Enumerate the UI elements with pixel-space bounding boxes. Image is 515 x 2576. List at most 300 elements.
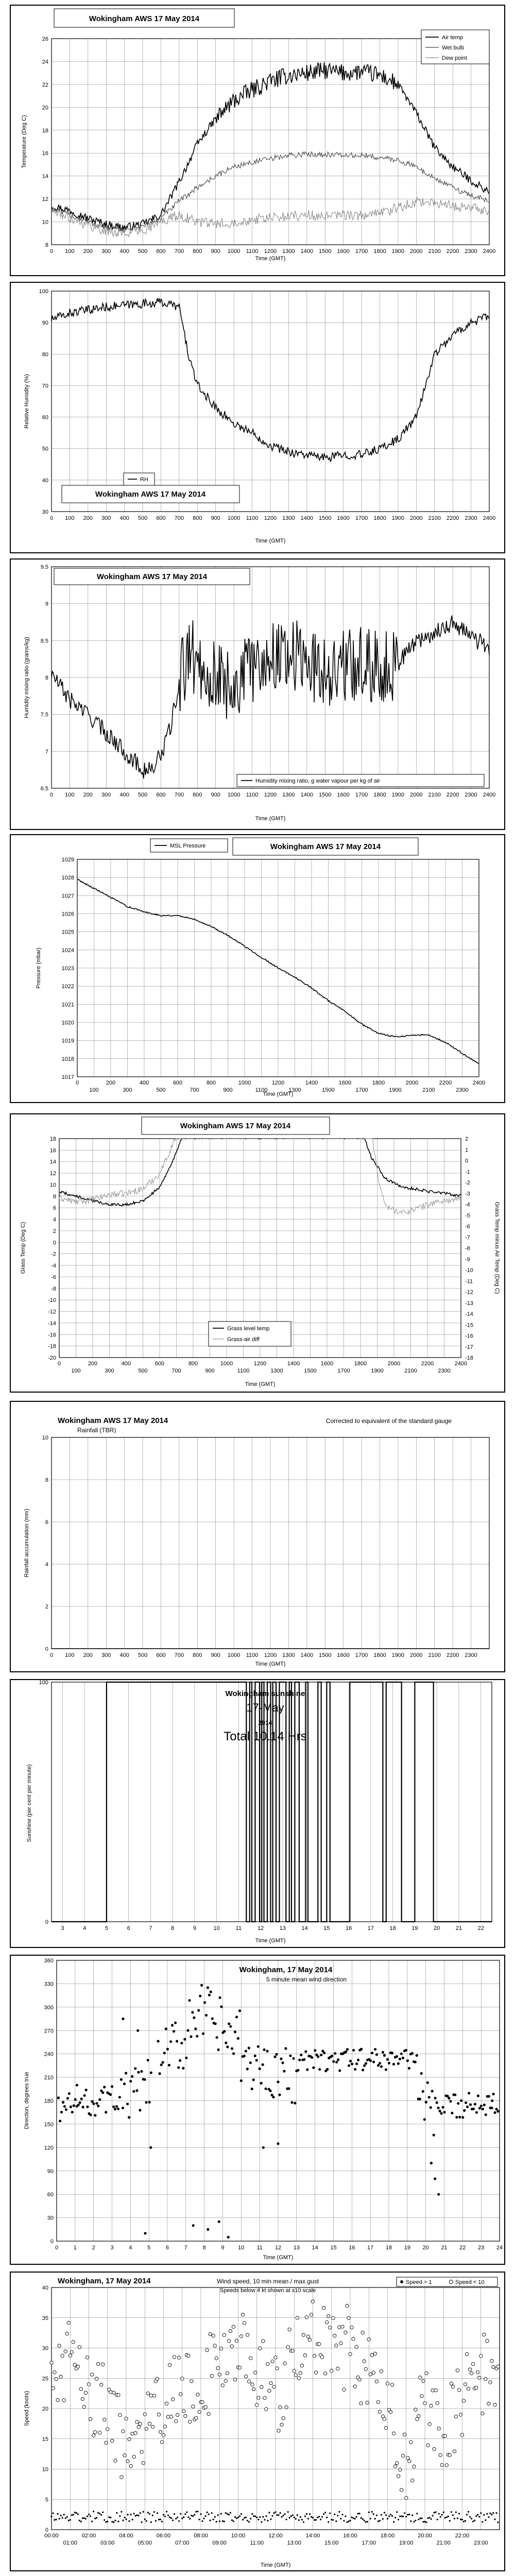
wind-speed-mean-point bbox=[177, 2517, 178, 2518]
wind-speed-gust-point bbox=[329, 2326, 332, 2329]
wind-speed-mean-point bbox=[382, 2518, 384, 2520]
x-tick-label: 1400 bbox=[300, 515, 314, 521]
x-tick-label: 18 bbox=[389, 1925, 396, 1931]
wind-speed-mean-point bbox=[62, 2517, 63, 2519]
wind-speed-gust-point bbox=[436, 2401, 439, 2404]
x-tick-label: 8 bbox=[171, 1925, 175, 1931]
wind-direction-point bbox=[326, 2068, 329, 2071]
wind-speed-mean-point bbox=[315, 2519, 317, 2521]
wind-speed-gust-point bbox=[445, 2464, 448, 2467]
wind-speed-gust-point bbox=[246, 2333, 249, 2336]
wind-direction-point bbox=[89, 2113, 92, 2116]
wind-speed-gust-point bbox=[101, 2363, 105, 2366]
x-tick-label: 300 bbox=[105, 1368, 114, 1374]
wind-speed-mean-point bbox=[495, 2512, 497, 2514]
y-tick-label: 0 bbox=[45, 1646, 48, 1652]
wind-speed-mean-point bbox=[281, 2516, 283, 2518]
wind-speed-mean-point bbox=[431, 2518, 432, 2520]
wind-direction-point bbox=[237, 2037, 239, 2040]
wind-direction-point bbox=[455, 2116, 458, 2119]
wind-speed-gust-point bbox=[232, 2325, 235, 2328]
wind-speed-mean-point bbox=[356, 2516, 357, 2518]
x-tick-label: 200 bbox=[83, 248, 93, 255]
wind-direction-point bbox=[218, 1996, 221, 1999]
x-tick-label: 20 bbox=[434, 1925, 440, 1931]
wind-direction-point bbox=[443, 2111, 445, 2113]
wind-speed-mean-point bbox=[83, 2517, 85, 2519]
wind-direction-point bbox=[157, 2040, 160, 2042]
wind-speed-chart bbox=[10, 2272, 505, 2571]
wind-speed-gust-point bbox=[143, 2413, 146, 2416]
wind-speed-mean-point bbox=[468, 2511, 469, 2513]
wind-direction-point bbox=[105, 2111, 107, 2113]
wind-speed-gust-point bbox=[363, 2360, 366, 2363]
wind-speed-gust-point bbox=[239, 2335, 243, 2338]
wind-speed-mean-point bbox=[475, 2515, 477, 2517]
wind-direction-point bbox=[82, 2106, 84, 2108]
wind-speed-gust-point bbox=[126, 2460, 129, 2463]
wind-direction-point bbox=[431, 2090, 434, 2092]
y-tick-label: 10 bbox=[42, 2466, 48, 2473]
wind-direction-point bbox=[112, 2106, 115, 2108]
wind-direction-point bbox=[468, 2092, 470, 2094]
wind-speed-gust-point bbox=[148, 2422, 151, 2425]
wind-direction-point bbox=[352, 2049, 355, 2052]
wind-direction-point bbox=[400, 2053, 403, 2055]
wind-direction-point bbox=[205, 2014, 208, 2016]
wind-direction-point bbox=[275, 2053, 278, 2056]
wind-direction-point bbox=[193, 2016, 195, 2019]
wind-speed-mean-point bbox=[227, 2513, 228, 2515]
x-tick-label: 700 bbox=[174, 248, 184, 255]
x-tick-label: 200 bbox=[106, 1080, 116, 1086]
sunshine-xlabel: Time (GMT) bbox=[255, 1938, 286, 1944]
wind-speed-mean-point bbox=[268, 2512, 270, 2513]
wind-direction-point bbox=[226, 2045, 229, 2048]
wind-speed-gust-point bbox=[467, 2387, 470, 2390]
wind-direction-point bbox=[185, 2057, 187, 2059]
wind-speed-gust-point bbox=[288, 2328, 291, 2331]
wind-speed-gust-point bbox=[165, 2402, 168, 2405]
wind-speed-mean-point bbox=[254, 2516, 256, 2517]
wind-direction-point bbox=[265, 2088, 267, 2090]
y-tick-label: 0 bbox=[45, 1919, 48, 1925]
x-tick-label: 19 bbox=[411, 1925, 418, 1931]
wind-speed-gust-point bbox=[168, 2364, 171, 2367]
wind-speed-mean-point bbox=[192, 2515, 194, 2517]
wind-speed-mean-point bbox=[136, 2514, 138, 2516]
wind-speed-gust-point bbox=[296, 2316, 299, 2319]
x-tick-label: 5 bbox=[147, 2245, 151, 2251]
wind-speed-mean-point bbox=[128, 2520, 130, 2522]
wind-direction-point bbox=[243, 2055, 246, 2057]
wind-speed-mean-point bbox=[97, 2512, 99, 2514]
x-tick-label: 1700 bbox=[355, 1087, 368, 1093]
wind-direction-point bbox=[246, 2067, 249, 2070]
x-tick-label: 1200 bbox=[264, 515, 277, 521]
x-tick-label: 10:00 bbox=[231, 2533, 246, 2539]
wind-speed-mean-point bbox=[290, 2515, 292, 2517]
wind-speed-gust-point bbox=[409, 2441, 413, 2444]
wind-speed-gust-point bbox=[85, 2356, 89, 2359]
wind-speed-gust-point bbox=[403, 2433, 406, 2436]
wind-direction-point bbox=[392, 2063, 395, 2065]
y-tick-label: -18 bbox=[48, 1343, 56, 1350]
wind-direction-point bbox=[259, 2067, 261, 2070]
x-tick-label: 20:00 bbox=[418, 2533, 432, 2539]
wind-speed-gust-point bbox=[122, 2430, 125, 2433]
wind-speed-gust-point bbox=[317, 2343, 320, 2346]
wind-direction-point bbox=[399, 2058, 401, 2060]
wind-speed-gust-point bbox=[221, 2384, 224, 2387]
x-tick-label: 0 bbox=[55, 2245, 59, 2251]
wind-speed-gust-point bbox=[476, 2370, 479, 2374]
wind-speed-mean-point bbox=[332, 2519, 334, 2521]
wind-direction-point bbox=[317, 2055, 319, 2058]
y-tick-label: -16 bbox=[48, 1332, 56, 1338]
wind-speed-gust-point bbox=[235, 2339, 238, 2342]
wind-direction-point bbox=[240, 2079, 243, 2082]
wind-direction-point bbox=[76, 2084, 78, 2087]
x-tick-label: 1900 bbox=[391, 792, 405, 798]
wind-speed-gust-point bbox=[56, 2398, 59, 2401]
wind-speed-mean-point bbox=[60, 2515, 62, 2516]
wind-speed-mean-point bbox=[312, 2517, 314, 2518]
wind-speed-gust-point bbox=[324, 2372, 327, 2375]
wind-speed-mean-point bbox=[233, 2520, 234, 2522]
wind-speed-gust-point bbox=[204, 2405, 207, 2409]
wind-speed-mean-point bbox=[197, 2511, 198, 2512]
wind-speed-mean-point bbox=[200, 2513, 201, 2515]
wind-speed-mean-point bbox=[56, 2519, 57, 2520]
wind-direction-point bbox=[420, 2072, 423, 2075]
wind-speed-gust-point bbox=[405, 2496, 408, 2499]
wind-speed-gust-point bbox=[375, 2380, 378, 2383]
mixing-ratio-xlabel: Time (GMT) bbox=[255, 816, 286, 822]
wind-speed-gust-point bbox=[169, 2415, 173, 2418]
x-tick-label: 1700 bbox=[355, 248, 368, 255]
y-tick-label: -2 bbox=[51, 1251, 56, 1258]
x-tick-label: 14:00 bbox=[305, 2533, 320, 2539]
wind-speed-mean-point bbox=[241, 2513, 242, 2515]
wind-speed-mean-point bbox=[116, 2512, 117, 2514]
wind-speed-gust-point bbox=[198, 2410, 201, 2413]
wind-speed-gust-point bbox=[184, 2414, 187, 2417]
wind-speed-mean-point bbox=[121, 2511, 122, 2513]
legend-speed-dot bbox=[400, 2280, 403, 2283]
legend-mixing-ratio: Humidity mixing ratio, g water vapour per kg of air bbox=[255, 778, 381, 784]
wind-direction-point bbox=[494, 2111, 496, 2114]
wind-speed-mean-point bbox=[461, 2519, 463, 2520]
wind-speed-mean-point bbox=[298, 2519, 300, 2521]
wind-speed-mean-point bbox=[90, 2515, 91, 2517]
wind-speed-mean-point bbox=[489, 2513, 491, 2514]
wind-speed-gust-point bbox=[308, 2338, 311, 2341]
wind-speed-gust-point bbox=[78, 2346, 81, 2349]
wind-speed-gust-point bbox=[52, 2387, 55, 2390]
wind-direction-point bbox=[149, 2146, 152, 2149]
y-tick-label: 80 bbox=[42, 351, 48, 358]
wind-speed-mean-point bbox=[419, 2517, 421, 2519]
wind-speed-gust-point bbox=[434, 2388, 437, 2392]
wind-speed-gust-point bbox=[125, 2417, 128, 2420]
wind-speed-mean-point bbox=[220, 2513, 222, 2515]
wind-direction-point bbox=[60, 2111, 63, 2113]
wind-direction-point bbox=[363, 2064, 366, 2067]
wind-speed-mean-point bbox=[341, 2514, 343, 2515]
x-tick-label: 800 bbox=[206, 1080, 216, 1086]
wind-speed-mean-point bbox=[201, 2520, 203, 2522]
mixing-ratio-title: Wokingham AWS 17 May 2014 bbox=[96, 572, 208, 581]
wind-speed-mean-point bbox=[443, 2512, 444, 2513]
wind-speed-mean-point bbox=[370, 2518, 371, 2519]
wind-direction-point bbox=[98, 2098, 101, 2101]
wind-speed-mean-point bbox=[360, 2517, 362, 2519]
wind-speed-gust-point bbox=[325, 2320, 329, 2324]
wind-speed-mean-point bbox=[219, 2520, 220, 2522]
x-tick-label: 2100 bbox=[404, 1368, 417, 1374]
x-tick-label: 1000 bbox=[220, 1361, 233, 1367]
y-right-tick-label: -8 bbox=[465, 1245, 470, 1252]
wind-direction-point bbox=[196, 2035, 198, 2038]
wind-speed-mean-point bbox=[424, 2521, 425, 2522]
wind-direction-point bbox=[235, 2015, 238, 2018]
sunshine-total: Total 10.14 Hrs bbox=[224, 1730, 307, 1743]
wind-speed-mean-point bbox=[492, 2512, 494, 2514]
x-tick-label: 1100 bbox=[255, 1087, 268, 1093]
wind-speed-mean-point bbox=[100, 2514, 102, 2516]
y-right-tick-label: -5 bbox=[465, 1212, 470, 1219]
wind-direction-point bbox=[383, 2054, 386, 2057]
wind-speed-gust-point bbox=[76, 2365, 79, 2368]
wind-speed-mean-point bbox=[180, 2513, 181, 2515]
y-tick-label: 120 bbox=[44, 2145, 54, 2151]
x-tick-label: 2400 bbox=[483, 792, 496, 798]
x-tick-label: 800 bbox=[188, 1361, 198, 1367]
wind-speed-mean-point bbox=[405, 2516, 407, 2517]
wind-speed-gust-point bbox=[300, 2364, 303, 2367]
wind-speed-gust-point bbox=[192, 2405, 195, 2408]
x-tick-label: 300 bbox=[101, 515, 111, 521]
wind-speed-gust-point bbox=[355, 2345, 358, 2348]
wind-speed-mean-point bbox=[102, 2512, 104, 2513]
x-tick-label: 100 bbox=[71, 1368, 81, 1374]
wind-direction-point bbox=[150, 2072, 152, 2074]
wind-direction-point bbox=[351, 2063, 353, 2065]
wind-direction-point bbox=[92, 2103, 95, 2105]
x-tick-label: 1000 bbox=[227, 1652, 241, 1658]
wind-speed-gust-point bbox=[400, 2488, 403, 2492]
wind-direction-point bbox=[111, 2085, 113, 2088]
wind-direction-point bbox=[260, 2082, 263, 2084]
wind-speed-mean-point bbox=[135, 2515, 136, 2517]
wind-direction-point bbox=[272, 2096, 274, 2098]
wind-direction-point bbox=[303, 2058, 305, 2061]
wind-speed-mean-point bbox=[371, 2511, 373, 2513]
x-tick-label: 22 bbox=[477, 1925, 484, 1931]
x-tick-label: 17:00 bbox=[362, 2540, 376, 2546]
wind-direction-point bbox=[168, 2064, 170, 2066]
wind-direction-point bbox=[234, 2030, 236, 2033]
y-tick-label: 1023 bbox=[61, 965, 74, 972]
wind-direction-point bbox=[419, 2098, 421, 2100]
wind-speed-gust-point bbox=[313, 2354, 316, 2358]
x-tick-label: 8 bbox=[202, 2245, 206, 2251]
wind-speed-gust-point bbox=[320, 2355, 323, 2359]
wind-speed-mean-point bbox=[429, 2517, 431, 2518]
x-tick-label: 22 bbox=[459, 2245, 466, 2251]
wind-speed-gust-point bbox=[263, 2396, 266, 2399]
x-tick-label: 2000 bbox=[410, 792, 423, 798]
x-tick-label: 2100 bbox=[428, 792, 441, 798]
wind-speed-gust-point bbox=[283, 2362, 286, 2365]
wind-speed-mean-point bbox=[407, 2514, 408, 2515]
wind-speed-mean-point bbox=[289, 2517, 290, 2518]
wind-speed-gust-point bbox=[333, 2334, 336, 2337]
wind-direction-point bbox=[114, 2108, 116, 2110]
wind-speed-gust-point bbox=[196, 2393, 199, 2396]
wind-speed-gust-point bbox=[330, 2369, 333, 2372]
wind-speed-mean-point bbox=[444, 2517, 446, 2518]
wind-speed-gust-point bbox=[483, 2333, 486, 2336]
x-tick-label: 0 bbox=[49, 248, 54, 255]
wind-speed-gust-point bbox=[269, 2382, 272, 2385]
wind-speed-mean-point bbox=[172, 2519, 174, 2521]
x-tick-label: 1200 bbox=[264, 792, 277, 798]
wind-speed-gust-point bbox=[139, 2422, 142, 2426]
wind-speed-gust-point bbox=[112, 2391, 115, 2394]
x-tick-label: 10 bbox=[238, 2245, 245, 2251]
x-tick-label: 21:00 bbox=[436, 2540, 451, 2546]
wind-speed-mean-point bbox=[449, 2520, 451, 2521]
wind-speed-mean-point bbox=[364, 2520, 365, 2521]
y-right-tick-label: -9 bbox=[465, 1256, 470, 1263]
wind-speed-mean-point bbox=[384, 2512, 385, 2513]
wind-speed-mean-point bbox=[76, 2512, 77, 2514]
wind-direction-point bbox=[148, 2101, 151, 2104]
wind-direction-point bbox=[202, 2032, 204, 2035]
wind-speed-mean-point bbox=[253, 2515, 254, 2517]
wind-direction-point bbox=[186, 2029, 189, 2032]
wind-speed-mean-point bbox=[362, 2518, 364, 2520]
wind-speed-gust-point bbox=[140, 2450, 143, 2453]
legend-speed-lt10: Speed < 10 bbox=[455, 2279, 485, 2285]
y-tick-label: 6.5 bbox=[40, 786, 48, 792]
wind-direction-point bbox=[380, 2065, 383, 2068]
y-tick-label: -6 bbox=[51, 1274, 56, 1281]
wind-speed-gust-point bbox=[216, 2366, 219, 2369]
y-right-tick-label: -13 bbox=[465, 1300, 473, 1307]
wind-speed-gust-point bbox=[271, 2360, 274, 2363]
x-tick-label: 400 bbox=[119, 1652, 129, 1658]
x-tick-label: 900 bbox=[211, 248, 220, 255]
x-tick-label: 900 bbox=[211, 515, 220, 521]
y-right-tick-label: -3 bbox=[465, 1191, 470, 1197]
wind-speed-mean-point bbox=[376, 2515, 377, 2516]
wind-speed-gust-point bbox=[276, 2367, 279, 2370]
wind-speed-gust-point bbox=[395, 2462, 398, 2465]
wind-speed-mean-point bbox=[276, 2514, 278, 2516]
x-tick-label: 800 bbox=[193, 515, 202, 521]
wind-speed-gust-point bbox=[372, 2371, 375, 2374]
wind-speed-mean-point bbox=[455, 2512, 457, 2513]
wind-speed-gust-point bbox=[157, 2413, 160, 2416]
x-tick-label: 10 bbox=[213, 1925, 220, 1931]
wind-direction-point bbox=[165, 2027, 167, 2030]
wind-speed-mean-point bbox=[404, 2512, 405, 2514]
wind-direction-point bbox=[74, 2098, 77, 2101]
wind-speed-gust-point bbox=[215, 2357, 218, 2360]
x-tick-label: 300 bbox=[101, 1652, 111, 1658]
wind-speed-mean-point bbox=[127, 2514, 128, 2515]
y-tick-label: 20 bbox=[42, 2406, 48, 2412]
wind-direction-point bbox=[257, 2045, 260, 2048]
wind-speed-mean-point bbox=[150, 2521, 152, 2523]
x-tick-label: 1900 bbox=[391, 515, 405, 521]
rainfall-subtitle: Rainfall (TBR) bbox=[77, 1427, 116, 1434]
wind-direction-point bbox=[269, 2090, 272, 2092]
x-tick-label: 1600 bbox=[337, 1652, 350, 1658]
wind-speed-gust-point bbox=[67, 2321, 70, 2324]
wind-direction-point bbox=[365, 2062, 367, 2065]
x-tick-label: 1400 bbox=[287, 1361, 300, 1367]
pressure-chart bbox=[10, 835, 505, 1103]
wind-speed-gust-point bbox=[160, 2441, 163, 2444]
x-tick-label: 02:00 bbox=[81, 2533, 96, 2539]
x-tick-label: 17 bbox=[367, 2245, 374, 2251]
rainfall-ylabel: Rainfall accumulation (mm) bbox=[24, 1509, 30, 1578]
wind-speed-gust-point bbox=[92, 2434, 95, 2437]
x-tick-label: 19 bbox=[404, 2245, 410, 2251]
y-tick-label: 26 bbox=[42, 36, 48, 42]
wind-speed-gust-point bbox=[390, 2383, 393, 2386]
x-tick-label: 13:00 bbox=[287, 2540, 302, 2546]
wind-speed-gust-point bbox=[265, 2408, 268, 2411]
wind-direction-point bbox=[422, 2090, 424, 2093]
x-tick-label: 1000 bbox=[227, 515, 241, 521]
y-tick-label: 8 bbox=[45, 675, 48, 681]
y-right-tick-label: -18 bbox=[465, 1355, 473, 1361]
wind-speed-gust-point bbox=[431, 2389, 434, 2392]
wind-speed-title: Wokingham, 17 May 2014 bbox=[58, 2277, 151, 2285]
wind-direction-point bbox=[95, 2102, 98, 2105]
x-tick-label: 7 bbox=[184, 2245, 187, 2251]
wind-speed-mean-point bbox=[271, 2515, 273, 2517]
wind-direction-point bbox=[318, 2068, 321, 2071]
wind-speed-mean-point bbox=[451, 2511, 452, 2513]
wind-speed-gust-point bbox=[453, 2450, 456, 2453]
wind-speed-mean-point bbox=[80, 2521, 82, 2522]
wind-speed-mean-point bbox=[410, 2520, 411, 2522]
x-tick-label: 100 bbox=[65, 792, 75, 798]
wind-speed-gust-point bbox=[233, 2378, 236, 2381]
wind-direction-point bbox=[132, 2090, 135, 2093]
wind-direction-point bbox=[483, 2104, 486, 2106]
wind-direction-point bbox=[136, 2029, 139, 2032]
wind-direction-point bbox=[449, 2100, 452, 2103]
wind-speed-gust-point bbox=[311, 2300, 314, 2303]
wind-speed-gust-point bbox=[285, 2405, 288, 2409]
wind-speed-mean-point bbox=[483, 2514, 485, 2516]
x-tick-label: 100 bbox=[89, 1087, 99, 1093]
wind-speed-mean-point bbox=[107, 2521, 108, 2522]
wind-speed-mean-point bbox=[365, 2521, 367, 2523]
x-tick-label: 1600 bbox=[338, 1080, 352, 1086]
wind-direction-point bbox=[277, 2142, 279, 2145]
wind-direction-point bbox=[225, 2042, 227, 2044]
y-tick-label: 0 bbox=[53, 1240, 56, 1246]
wind-direction-point bbox=[63, 2105, 66, 2108]
